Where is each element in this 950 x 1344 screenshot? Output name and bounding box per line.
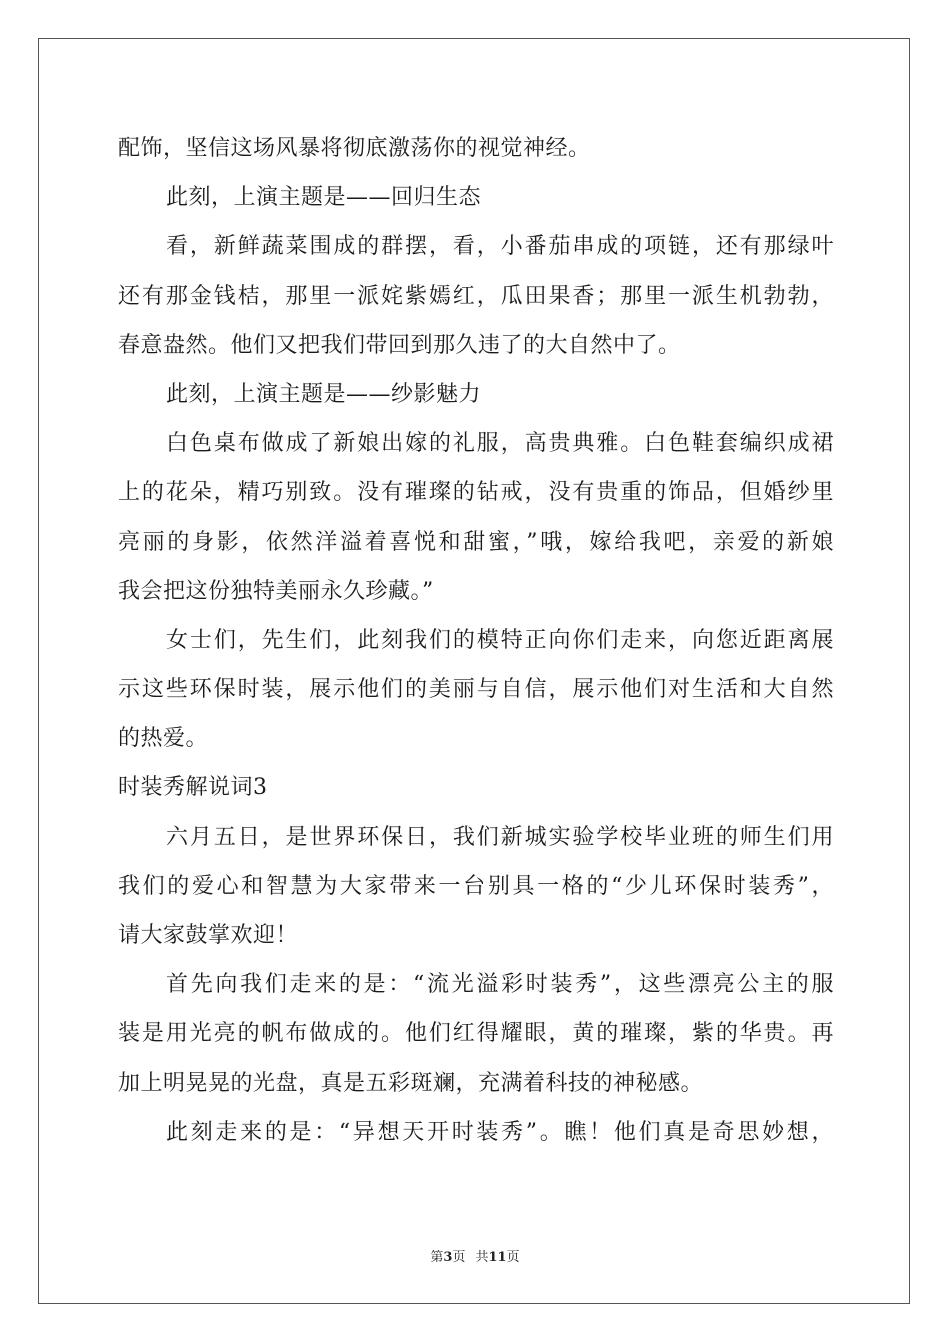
text-line: 示这些环保时装，展示他们的美丽与自信，展示他们对生活和大自然: [118, 677, 834, 703]
text-line: 装是用光亮的帆布做成的。他们红得耀眼，黄的璀璨，紫的华贵。再: [118, 1021, 834, 1047]
page-prefix: 第: [430, 1250, 444, 1265]
text-line: 春意盎然。他们又把我们带回到那久违了的大自然中了。: [118, 332, 681, 358]
total-pages: 11: [488, 1250, 507, 1265]
text-line: 我会把这份独特美丽永久珍藏。”: [118, 578, 434, 604]
text-line: 上的花朵，精巧别致。没有璀璨的钻戒，没有贵重的饰品，但婚纱里: [118, 480, 834, 506]
document-body: [118, 124, 834, 1157]
text-line: 我们的爱心和智慧为大家带来一台别具一格的“少儿环保时装秀”，: [118, 873, 834, 899]
text-line: 还有那金钱桔，那里一派姹紫嫣红，瓜田果香；那里一派生机勃勃，: [118, 283, 834, 309]
total-suffix: 页: [506, 1250, 520, 1265]
text-line: 此刻，上演主题是——回归生态: [166, 185, 482, 211]
text-line: 的热爱。: [118, 726, 209, 752]
text-line: 六月五日，是世界环保日，我们新城实验学校毕业班的师生们用: [166, 824, 834, 850]
text-line: 配饰，坚信这场风暴将彻底激荡你的视觉神经。: [118, 136, 591, 161]
text-line: 亮丽的身影，依然洋溢着喜悦和甜蜜，”哦，嫁给我吧，亲爱的新娘: [118, 529, 834, 555]
text-line: 请大家鼓掌欢迎！: [118, 923, 299, 948]
text-line: 此刻，上演主题是——纱影魅力: [166, 381, 482, 407]
text-line: 首先向我们走来的是：“流光溢彩时装秀”，这些漂亮公主的服: [166, 972, 834, 998]
page-number: 3: [443, 1250, 453, 1265]
text-line: 加上明晃晃的光盘，真是五彩斑斓，充满着科技的神秘感。: [118, 1070, 704, 1096]
text-line: 此刻走来的是：“异想天开时装秀”。瞧！他们真是奇思妙想，: [166, 1119, 834, 1145]
text-line: 白色桌布做成了新娘出嫁的礼服，高贵典雅。白色鞋套编织成裙: [166, 431, 834, 457]
text-line: 时装秀解说词3: [118, 775, 268, 801]
text-line: 看，新鲜蔬菜围成的群摆，看，小番茄串成的项链，还有那绿叶: [166, 234, 834, 260]
text-line: 女士们，先生们，此刻我们的模特正向你们走来，向您近距离展: [166, 627, 834, 653]
page-footer: [0, 1246, 950, 1265]
total-prefix: 共: [475, 1250, 489, 1265]
page-suffix: 页: [452, 1250, 466, 1265]
